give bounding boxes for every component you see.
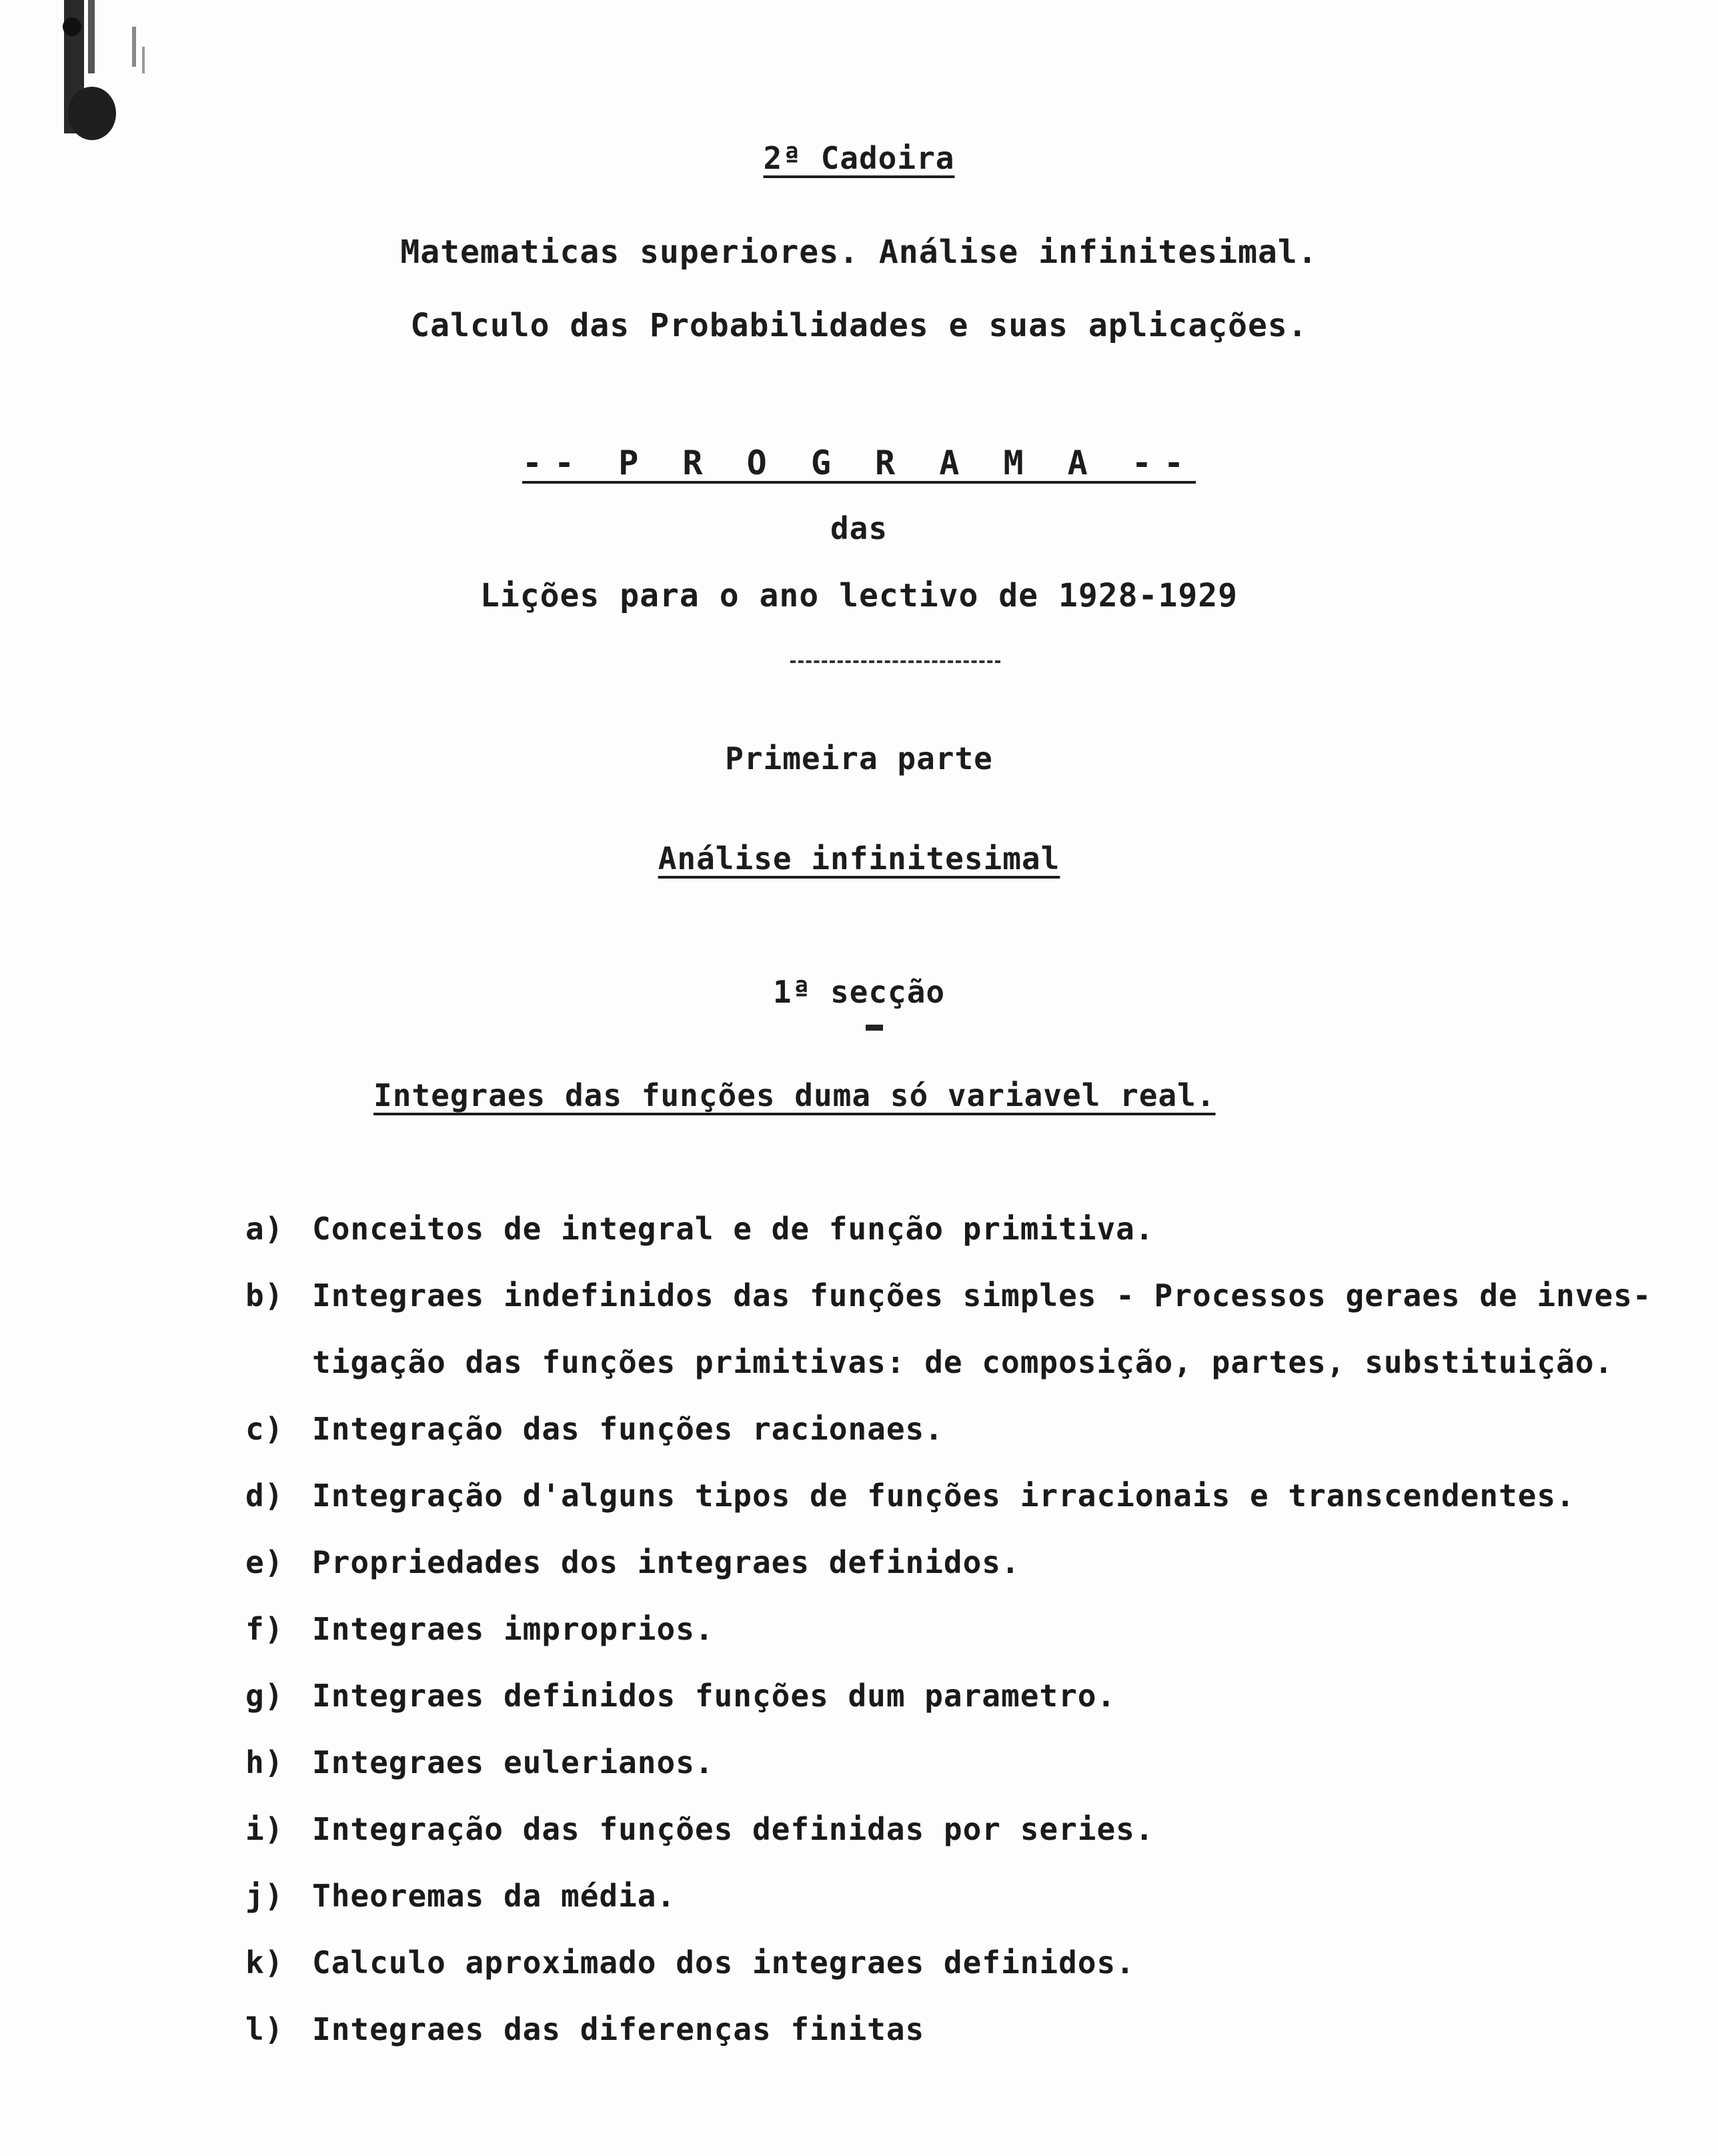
list-item-b-continuation: tigação das funções primitivas: de composição, partes, substituição.: [312, 1344, 1614, 1380]
section-title: 1ª secção: [772, 974, 946, 1010]
list-item-label: b): [245, 1277, 284, 1313]
list-item-i: [245, 1811, 1154, 1847]
list-item-label: g): [245, 1678, 284, 1714]
list-item-text: Propriedades dos integraes definidos.: [312, 1544, 1020, 1580]
list-item-text: Integraes eulerianos.: [312, 1744, 714, 1780]
list-item-label: j): [245, 1878, 284, 1914]
list-item-text: Integração d'alguns tipos de funções irracionais e transcendentes.: [312, 1478, 1575, 1514]
list-item-text: Integraes improprios.: [312, 1611, 714, 1647]
section-name: Integraes das funções duma só variavel real.: [373, 1077, 1216, 1113]
list-item-l: [245, 2011, 924, 2047]
list-item-label: k): [245, 1945, 284, 1981]
programa-title: -- P R O G R A M A --: [522, 444, 1196, 482]
list-item-k: [245, 1945, 1135, 1981]
licoes-line: Lições para o ano lectivo de 1928-1929: [480, 577, 1238, 614]
list-item-label: h): [245, 1744, 284, 1780]
list-item-e: [245, 1544, 1020, 1580]
list-item-label: e): [245, 1544, 284, 1580]
list-item-text: Integraes indefinidos das funções simples - Processos geraes de inves-: [312, 1277, 1652, 1313]
paper-clip-mark-icon: [59, 0, 159, 153]
list-item-j: [245, 1878, 676, 1914]
list-item-text: Conceitos de integral e de função primitiva.: [312, 1211, 1154, 1247]
list-item-text: Integraes definidos funções dum parametro.: [312, 1678, 1116, 1714]
section-mark-dash: [866, 1025, 883, 1031]
part-name: Análise infinitesimal: [658, 841, 1060, 877]
list-item-label: a): [245, 1211, 284, 1247]
list-item-text: Integração das funções racionaes.: [312, 1411, 944, 1447]
list-item-g: [245, 1678, 1116, 1714]
chair-heading: 2ª Cadoira: [763, 140, 955, 176]
list-item-b: [245, 1277, 1652, 1313]
list-item-text: Calculo aproximado dos integraes definidos.: [312, 1945, 1135, 1981]
list-item-f: [245, 1611, 714, 1647]
list-item-text: Integração das funções definidas por series.: [312, 1811, 1154, 1847]
list-item-text: Theoremas da média.: [312, 1878, 676, 1914]
list-item-a: [245, 1211, 1154, 1247]
list-item-d: [245, 1478, 1575, 1514]
list-item-label: d): [245, 1478, 284, 1514]
list-item-h: [245, 1744, 714, 1780]
list-item-label: i): [245, 1811, 284, 1847]
subject-line-2: Calculo das Probabilidades e suas aplicações.: [410, 307, 1308, 344]
list-item-text: Integraes das diferenças finitas: [312, 2011, 925, 2047]
das-label: das: [830, 510, 888, 546]
subject-line-1: Matematicas superiores. Análise infinitesimal.: [400, 233, 1318, 271]
list-item-label: l): [245, 2011, 284, 2047]
list-item-label: c): [245, 1411, 284, 1447]
list-item-c: [245, 1411, 944, 1447]
list-item-label: f): [245, 1611, 284, 1647]
separator-dashes: [790, 660, 1000, 663]
part-title: Primeira parte: [725, 740, 993, 776]
